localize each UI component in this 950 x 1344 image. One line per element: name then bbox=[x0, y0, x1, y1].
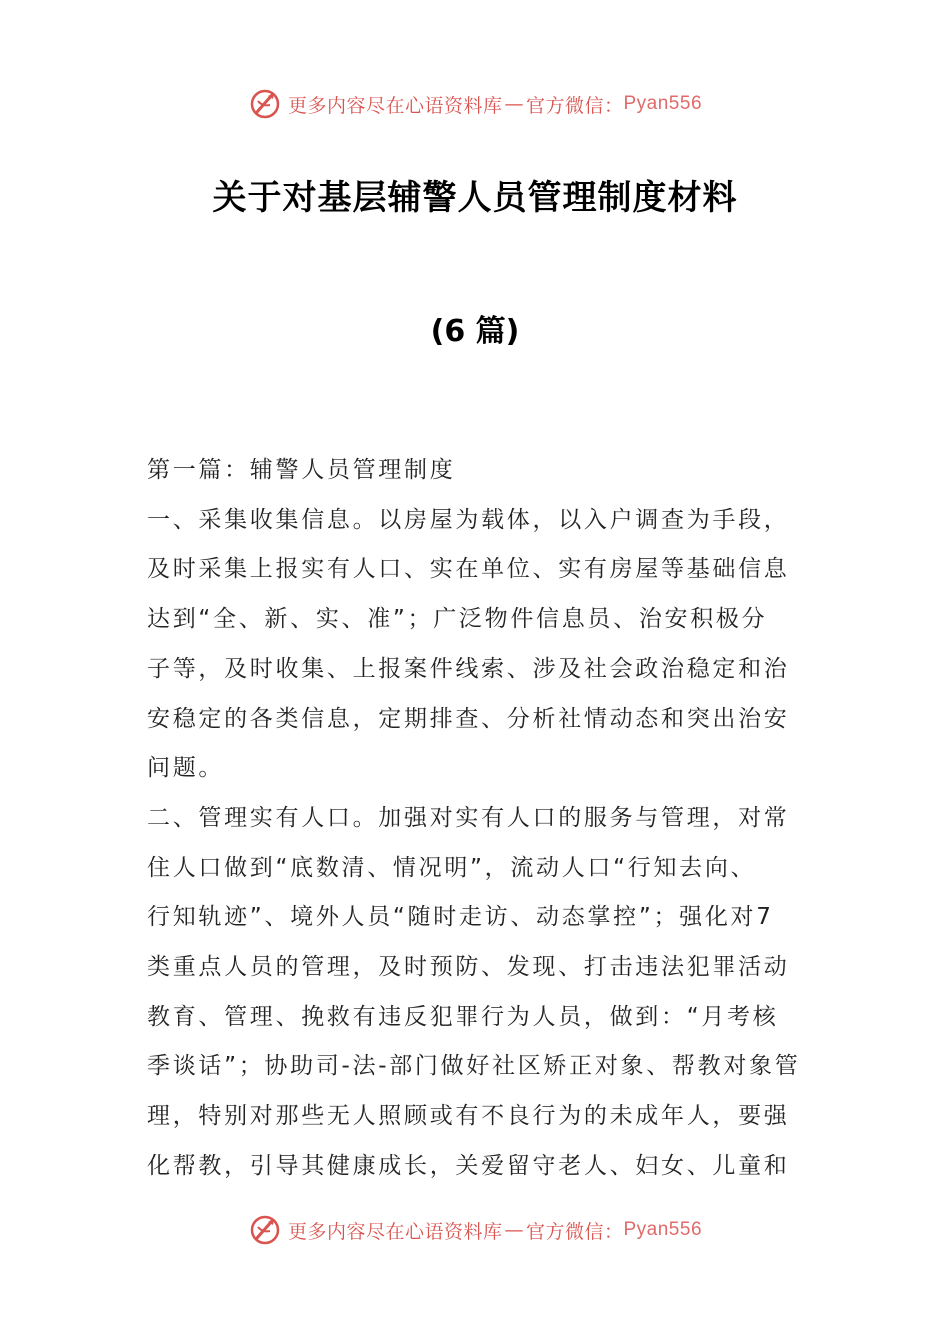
watermark-official: 官方微信： bbox=[525, 1220, 624, 1243]
watermark-text: 更多内容尽在心语资料库 bbox=[287, 1220, 503, 1243]
brand-logo-icon bbox=[248, 1213, 282, 1247]
body-line: 住人口做到“底数清、情况明”，流动人口“行知去向、 bbox=[147, 854, 757, 881]
document-subtitle: (6 篇) bbox=[430, 314, 520, 349]
watermark-dash: — bbox=[504, 93, 524, 115]
body-line: 教育、管理、挽救有违反犯罪行为人员，做到：“月考核 bbox=[147, 1003, 779, 1030]
body-line: 类重点人员的管理，及时预防、发现、打击违法犯罪活动 bbox=[147, 954, 790, 981]
document-body bbox=[147, 446, 807, 1192]
body-line: 问题。 bbox=[147, 755, 225, 782]
document-title: 关于对基层辅警人员管理制度材料 bbox=[212, 178, 738, 218]
body-line: 第一篇：辅警人员管理制度 bbox=[147, 457, 456, 483]
body-line: 理，特别对那些无人照顾或有不良行为的未成年人，要强 bbox=[147, 1103, 790, 1130]
brand-logo-icon bbox=[248, 87, 282, 121]
watermark-text: 更多内容尽在心语资料库 bbox=[287, 94, 503, 117]
watermark-wechat-id: Pyan556 bbox=[623, 1219, 703, 1240]
body-line: 安稳定的各类信息，定期排查、分析社情动态和突出治安 bbox=[147, 705, 790, 732]
watermark-official: 官方微信： bbox=[525, 94, 624, 117]
body-line: 化帮教，引导其健康成长，关爱留守老人、妇女、儿童和 bbox=[147, 1152, 790, 1179]
body-line: 二、管理实有人口。加强对实有人口的服务与管理，对常 bbox=[147, 804, 790, 831]
watermark-header bbox=[0, 84, 950, 124]
body-line: 季谈话”；协助司-法-部门做好社区矫正对象、帮教对象管 bbox=[147, 1053, 801, 1080]
body-line: 达到“全、新、实、准”；广泛物件信息员、治安积极分 bbox=[147, 606, 768, 633]
body-line: 行知轨迹”、境外人员“随时走访、动态掌控”；强化对7 bbox=[147, 904, 774, 931]
watermark-dash: — bbox=[504, 1219, 524, 1241]
watermark-footer bbox=[0, 1210, 950, 1250]
watermark-wechat-id: Pyan556 bbox=[623, 93, 703, 114]
body-line: 一、采集收集信息。以房屋为载体，以入户调查为手段， bbox=[147, 506, 790, 533]
body-line: 及时采集上报实有人口、实在单位、实有房屋等基础信息 bbox=[147, 556, 790, 583]
body-line: 子等，及时收集、上报案件线索、涉及社会政治稳定和治 bbox=[147, 655, 790, 682]
